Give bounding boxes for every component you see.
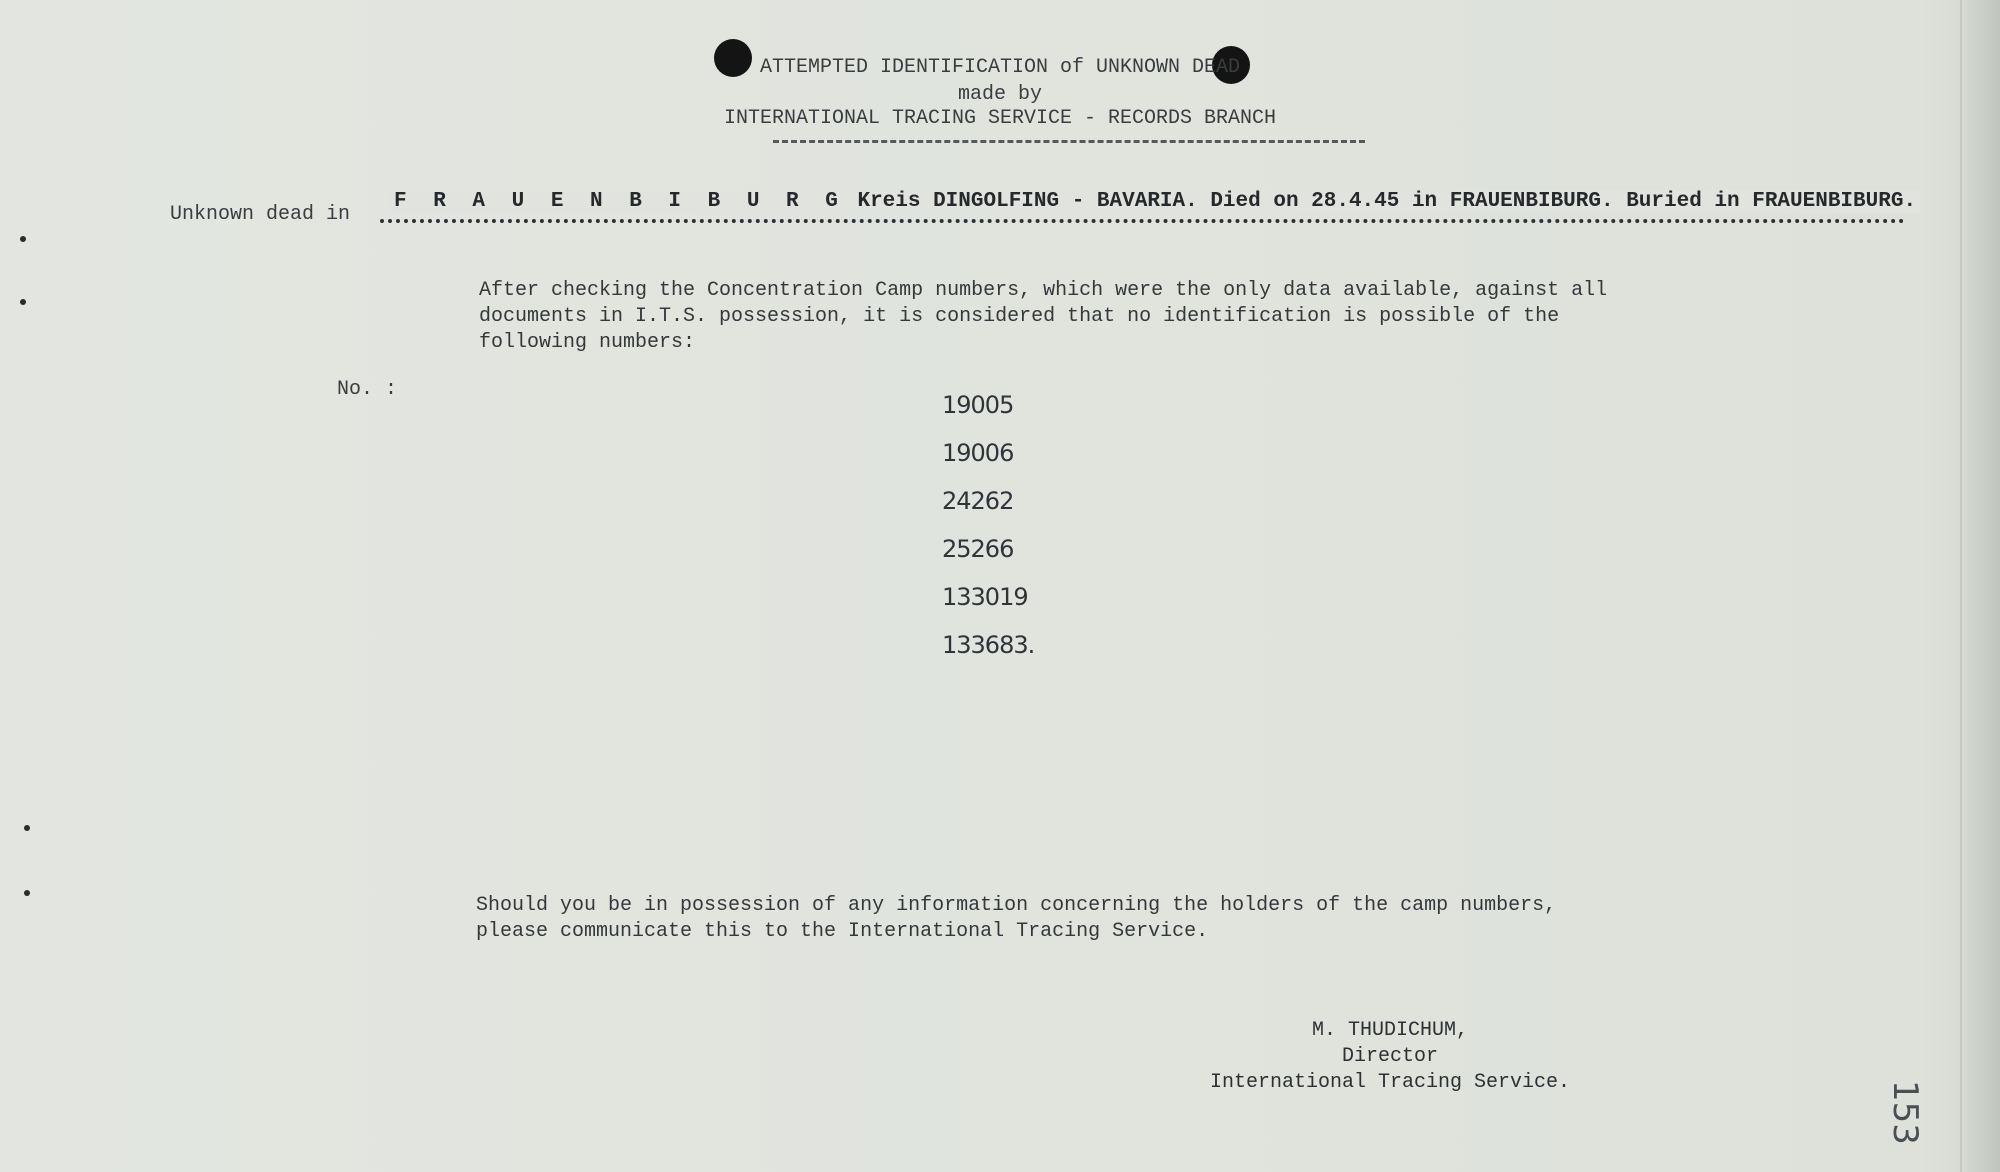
location-detail: Kreis DINGOLFING - BAVARIA. Died on 28.4.45 in FRAUENBIBURG. Buried in FRAUENBIBURG. (857, 190, 1917, 213)
paper-speck (20, 299, 26, 305)
camp-number-list (942, 386, 1034, 674)
paper-speck (24, 825, 30, 831)
header-underline (773, 140, 1365, 143)
paragraph-1-line-1: After checking the Concentration Camp numbers, which were the only data available, against all (479, 279, 1608, 302)
header-made-by: made by (957, 83, 1042, 106)
page-edge-shadow (1960, 0, 2000, 1172)
header-title: ATTEMPTED IDENTIFICATION of UNKNOWN DEAD (759, 56, 1241, 79)
paper-speck (20, 236, 26, 242)
signatory-title: Director (1341, 1045, 1438, 1068)
place-name: F R A U E N B I B U R G (394, 190, 845, 213)
signature-block (1150, 1018, 1630, 1096)
paragraph-1-line-2: documents in I.T.S. possession, it is considered that no identification is possible of the (479, 305, 1560, 328)
paper-speck (24, 890, 30, 896)
sheet-number: 153 (1885, 1080, 1925, 1145)
paragraph-1-line-3: following numbers: (479, 331, 696, 354)
paragraph-2-line-2: please communicate this to the International Tracing Service. (476, 920, 1209, 943)
camp-number: 133683. (942, 631, 1035, 659)
dotted-fill-line (380, 219, 1905, 223)
signatory-name: M. THUDICHUM, (1311, 1019, 1469, 1042)
header-organization: INTERNATIONAL TRACING SERVICE - RECORDS BRANCH (723, 107, 1277, 130)
camp-number: 19005 (942, 391, 1014, 419)
unknown-dead-label: Unknown dead in (170, 203, 351, 226)
location-line (390, 190, 1920, 213)
paragraph-2-line-1: Should you be in possession of any information concerning the holders of the camp numbers, (476, 894, 1557, 917)
camp-number: 25266 (942, 535, 1014, 563)
signatory-organization: International Tracing Service. (1209, 1071, 1571, 1094)
camp-number: 24262 (942, 487, 1014, 515)
number-label: No. : (337, 378, 398, 401)
camp-number: 133019 (942, 583, 1028, 611)
camp-number: 19006 (942, 439, 1014, 467)
